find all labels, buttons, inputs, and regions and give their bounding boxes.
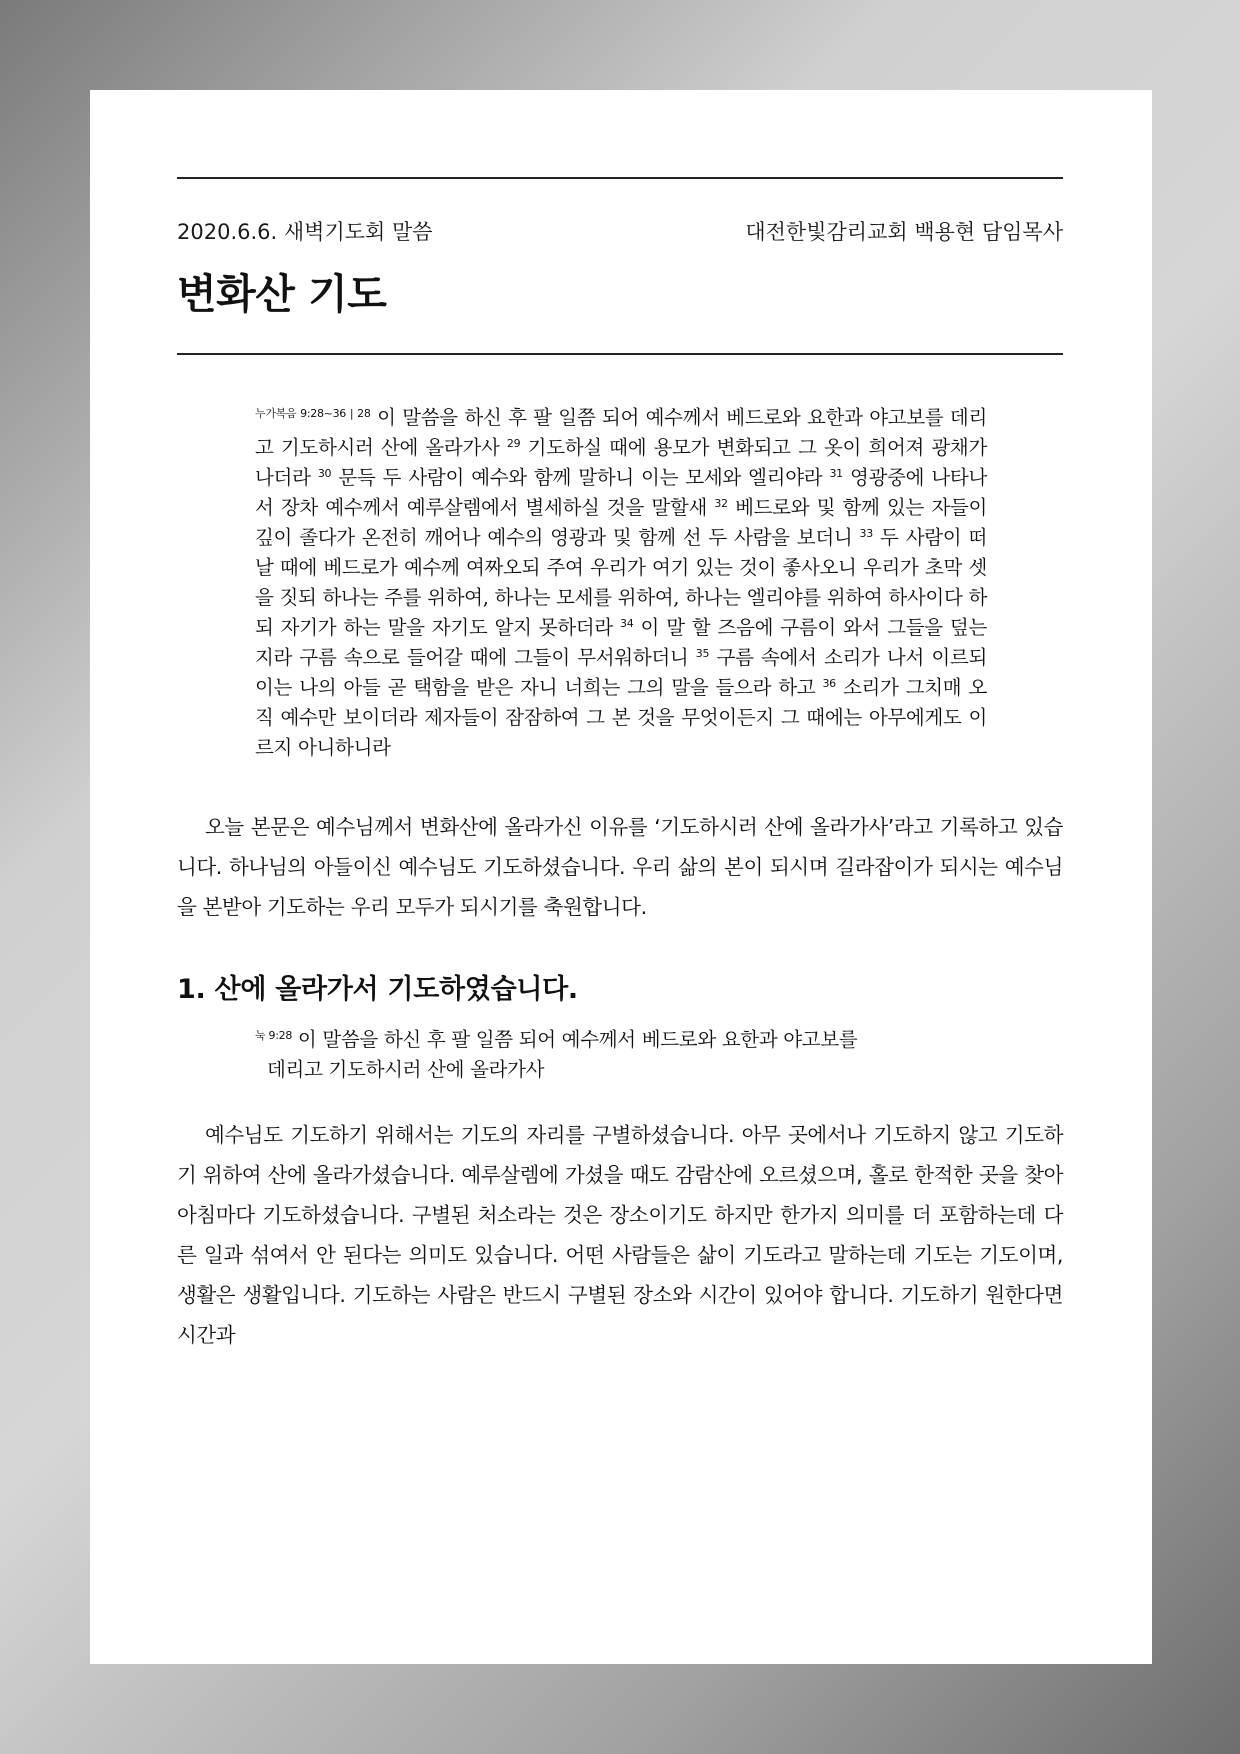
verse-number: 36 <box>822 677 836 690</box>
verse-text: 문득 두 사람이 예수와 함께 말하니 이는 모세와 엘리야라 <box>331 466 830 489</box>
top-rule <box>177 177 1063 179</box>
verse-number: 33 <box>859 527 873 540</box>
verse-number: 34 <box>620 617 634 630</box>
header-row <box>177 217 1063 247</box>
verse-text: 베드로와 및 함께 있는 자들이 깊이 졸다가 온전히 깨어나 예수의 영광과 및 함께 선 두 사람을 보더니 <box>255 496 987 549</box>
verse-text: 이 말씀을 하신 후 팔 일쯤 되어 예수께서 베드로와 요한과 야고보를 데리고 기도하시러 산에 올라가사 <box>255 406 988 459</box>
verse-text: 구름 속에서 소리가 나서 이르되 이는 나의 아들 곧 택함을 받은 자니 너희는 그의 말을 들으라 하고 <box>255 646 987 699</box>
verse-text: 두 사람이 떠날 때에 베드로가 예수께 여짜오되 주여 우리가 여기 있는 것이 좋사오니 우리가 초막 셋을 짓되 하나는 주를 위하여, 하나는 모세를 위하여, 하나는 엘리야를 위하여 하사이다 하되 자기가 하는 말을 자기도 알지 못하더라 <box>255 526 987 639</box>
section-paragraph: 예수님도 기도하기 위해서는 기도의 자리를 구별하셨습니다. 아무 곳에서나 기도하지 않고 기도하기 위하여 산에 올라가셨습니다. 예루살렘에 가셨을 때도 감람산에 오르셨으며, 홀로 한적한 곳을 찾아 아침마다 기도하셨습니다. 구별된 처소라는 것은 장소이기도 하지만 한가지 의미를 더 포함하는데 다른 일과 섞여서 안 된다는 의미도 있습니다. 어떤 사람들은 삶이 기도라고 말하는데 기도는 기도이며, 생활은 생활입니다. 기도하는 사람은 반드시 구별된 장소와 시간이 있어야 합니다. 기도하기 원한다면 시간과 <box>177 1123 1063 1347</box>
intro-paragraph: 오늘 본문은 예수님께서 변화산에 올라가신 이유를 ‘기도하시러 산에 올라가사’라고 기록하고 있습니다. 하나님의 아들이신 예수님도 기도하셨습니다. 우리 삶의 본이 되시며 길라잡이가 되시는 예수님을 본받아 기도하는 우리 모두가 되시기를 축원합니다. <box>177 815 1063 919</box>
scripture-passage <box>255 403 987 763</box>
verse-number: 32 <box>714 497 728 510</box>
verse-number: 35 <box>695 647 710 660</box>
date-event: 2020.6.6. 새벽기도회 말씀 <box>177 220 433 244</box>
section-heading: 1. 산에 올라가서 기도하였습니다. <box>177 974 578 1005</box>
scripture-reference: 누가복음 9:28~36 | 28 <box>255 407 371 420</box>
quote-line: 데리고 기도하시러 산에 올라가사 <box>267 1058 545 1081</box>
verse-text: 이 말 할 즈음에 구름이 와서 그들을 덮는지라 구름 속으로 들어갈 때에 그들이 무서워하더니 <box>255 616 988 669</box>
verse-number: 30 <box>317 467 332 480</box>
verse-text: 소리가 그치매 오직 예수만 보이더라 제자들이 잠잠하여 그 본 것을 무엇이든지 그 때에는 아무에게도 이르지 아니하니라 <box>255 676 987 759</box>
section-quote <box>255 1025 987 1085</box>
page-content <box>177 177 1063 1376</box>
verse-number: 29 <box>506 437 521 450</box>
quote-reference: 눅 9:28 <box>255 1029 293 1042</box>
verse-number: 31 <box>829 467 843 480</box>
quote-line: 이 말씀을 하신 후 팔 일쯤 되어 예수께서 베드로와 요한과 야고보를 <box>292 1028 858 1051</box>
title-rule <box>177 353 1063 355</box>
page-title: 변화산 기도 <box>177 270 387 318</box>
document-page <box>90 90 1152 1664</box>
church-pastor: 대전한빛감리교회 백용현 담임목사 <box>745 220 1063 244</box>
verse-text: 영광중에 나타나서 장차 예수께서 예루살렘에서 별세하실 것을 말할새 <box>255 466 987 519</box>
verse-text: 기도하실 때에 용모가 변화되고 그 옷이 희어져 광채가 나더라 <box>255 436 987 489</box>
